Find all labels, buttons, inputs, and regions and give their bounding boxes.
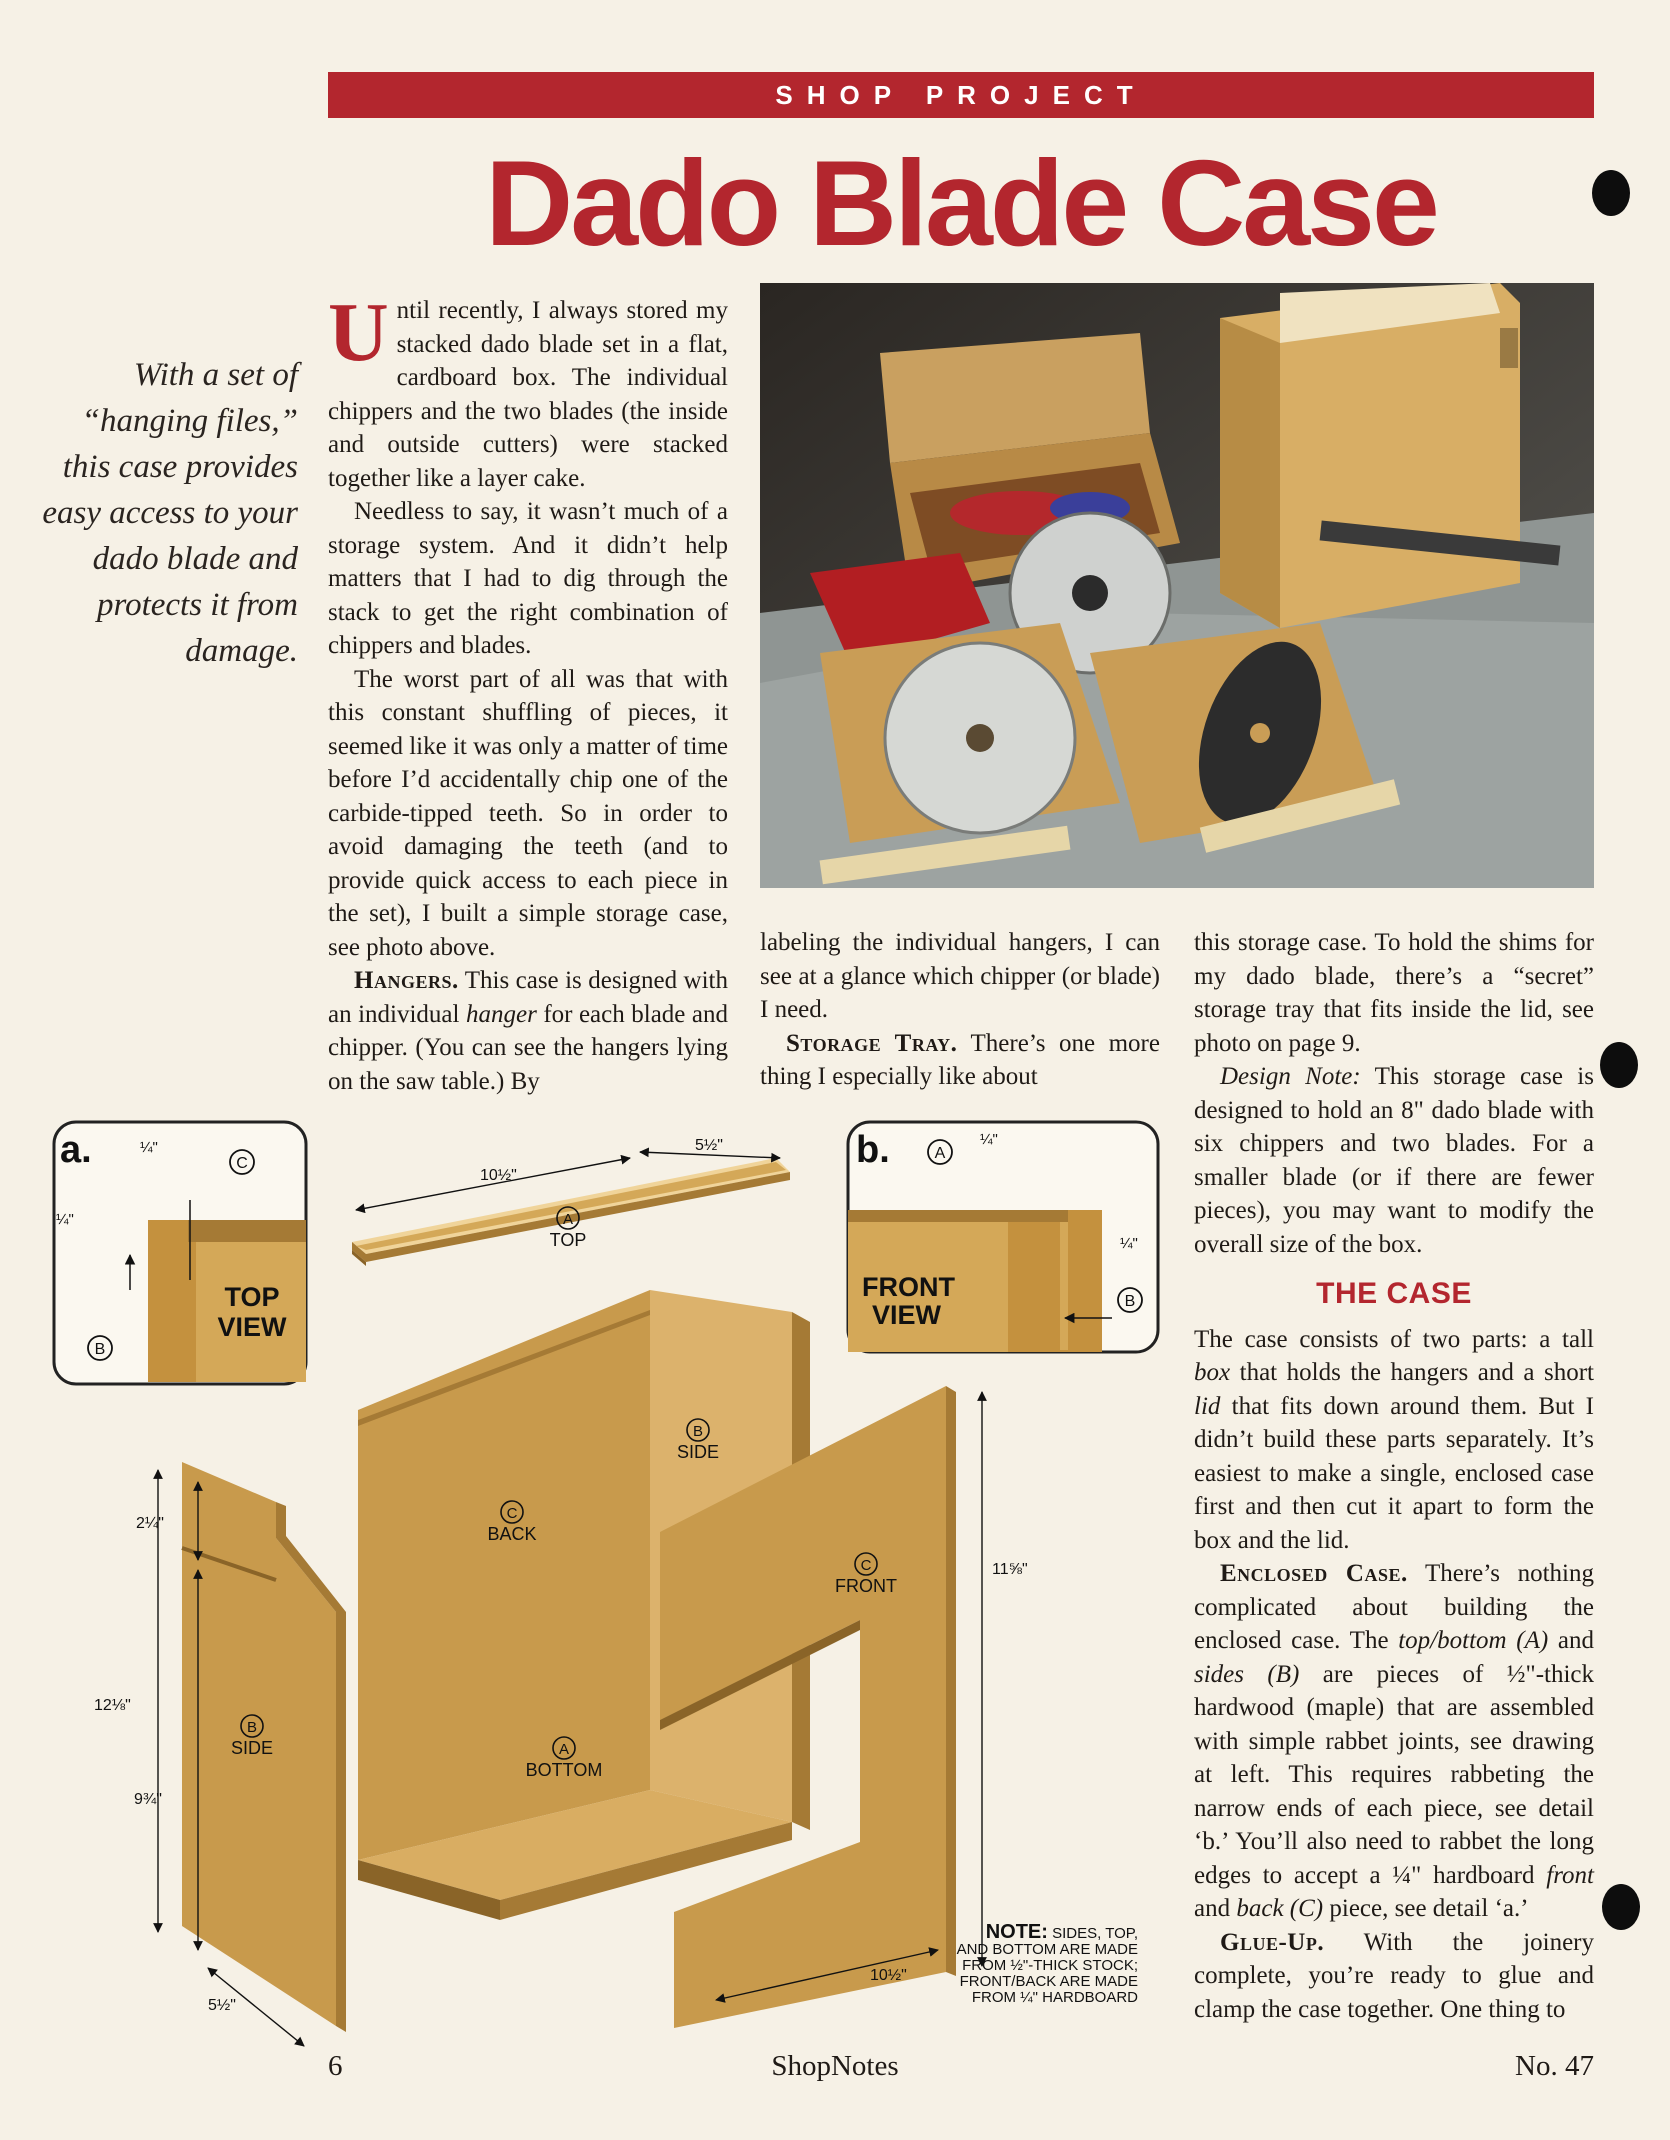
part-callout: B — [692, 1423, 704, 1440]
emphasis: lid — [1194, 1392, 1221, 1420]
paragraph-text: With the joinery complete, you’re ready to glue and clamp the case together. One thing to — [1194, 1928, 1594, 2023]
detail-b — [848, 1122, 1158, 1352]
paragraph — [1194, 1926, 1594, 2027]
issue-number: No. 47 — [1515, 2050, 1594, 2082]
magazine-name: ShopNotes — [771, 2050, 899, 2082]
emphasis: back (C) — [1236, 1895, 1324, 1922]
emphasis: front — [1546, 1861, 1594, 1889]
text-column-3 — [1194, 926, 1594, 2026]
paragraph-text: and — [1194, 1895, 1237, 1922]
article-title: Dado Blade Case — [485, 135, 1437, 271]
binder-hole — [1592, 170, 1630, 216]
emphasis: sides (B) — [1194, 1660, 1300, 1688]
dimension-label: 10½" — [480, 1167, 517, 1184]
note-line: SIDES, TOP, — [1052, 1925, 1138, 1942]
dimension-label: 9¾" — [134, 1791, 162, 1808]
part-callout: C — [506, 1505, 518, 1522]
paragraph-text: This storage case is designed to hold an 8" dado blade with six chippers and two blades. For a smaller blade (or if there are fewer pieces), you may want to modify the overall size of the box. — [1194, 1063, 1594, 1258]
text-column-2 — [760, 926, 1160, 1094]
part-callout: C — [860, 1557, 872, 1574]
paragraph-text: are pieces of ½"-thick hardwood (maple) that are assembled with simple rabbet joints, see drawing at left. This requires rabbeting the narrow ends of each piece, see detail ‘b.’ You’ll also need to rabbet the long edges to accept a ¼" hardboard — [1194, 1660, 1595, 1889]
exploded-diagram — [40, 1100, 1190, 2060]
drop-cap: U — [328, 286, 389, 379]
dimension-label: 5½" — [208, 1997, 236, 2014]
pull-quote: With a set of “hanging files,” this case provides easy access to your dado blade and protects it from damage. — [42, 357, 298, 669]
view-label: TOP — [224, 1282, 280, 1312]
emphasis: box — [1194, 1359, 1231, 1386]
emphasis: top/bottom (A) — [1398, 1627, 1549, 1654]
dimension-label: 2¼" — [136, 1515, 164, 1532]
detail-a — [54, 1122, 306, 1384]
paragraph — [1194, 1060, 1594, 1261]
dimension-label: ¼" — [140, 1139, 158, 1156]
note-heading: NOTE: — [985, 1921, 1048, 1943]
view-label: FRONT — [862, 1272, 955, 1302]
dimension-label: 11⅝" — [992, 1561, 1028, 1578]
part-callout: B — [94, 1341, 106, 1358]
detail-letter: b. — [856, 1129, 890, 1171]
run-in-heading: Glue-Up. — [1220, 1928, 1325, 1956]
paragraph: Needless to say, it wasn’t much of a storage system. And it didn’t help matters that I had to dig through the stack to get the right combination of chippers and blades. — [328, 498, 728, 659]
paragraph-text: There’s one more thing I especially like about — [760, 1029, 1160, 1090]
dimension-label: 12⅛" — [94, 1697, 131, 1714]
dimension-label: ¼" — [1120, 1235, 1138, 1252]
paragraph: labeling the individual hangers, I can see at a glance which chipper (or blade) I need. — [760, 929, 1160, 1023]
paragraph-text: that holds the hangers and a short — [1230, 1359, 1594, 1386]
part-callout: B — [1124, 1293, 1136, 1310]
side-panel — [94, 1462, 346, 2046]
paragraph-text: and — [1548, 1627, 1594, 1654]
part-label: BACK — [487, 1524, 537, 1544]
photo-illustration — [760, 283, 1594, 888]
paragraph: The worst part of all was that with this constant shuffling of pieces, it seemed like it was only a matter of time before I’d accidentally chip one of the carbide-tipped teeth. So in order to avoid damaging the teeth (and to provide quick access to each piece in the set), I built a simple storage case, see photo above. — [328, 665, 728, 961]
note-line: AND BOTTOM ARE MADE — [956, 1941, 1138, 1958]
paragraph — [328, 964, 728, 1098]
detail-letter: a. — [60, 1129, 92, 1171]
emphasis: Design Note: — [1220, 1063, 1361, 1090]
paragraph-text: There’s nothing complicated about building the enclosed case. The — [1194, 1560, 1595, 1654]
run-in-heading: Enclosed Case. — [1220, 1560, 1408, 1587]
run-in-heading: Storage Tray. — [786, 1029, 958, 1057]
note-line: FRONT/BACK ARE MADE — [959, 1973, 1138, 1990]
part-callout: A — [562, 1211, 574, 1228]
section-banner: SHOP PROJECT — [328, 72, 1594, 118]
svg-text:NOTE: SIDES, TOP, — [986, 1921, 1138, 1943]
paragraph-text: ntil recently, I always stored my stacked dado blade set in a flat, cardboard box. The individual chippers and the two blades (the inside and outside cutters) were stacked together like a layer cake. — [328, 297, 728, 492]
diagram-note — [957, 1921, 1139, 2006]
emphasis: hanger — [465, 1000, 537, 1028]
case-photo — [760, 283, 1594, 888]
part-label: SIDE — [676, 1442, 720, 1462]
paragraph-text: The case consists of two parts: a tall — [1194, 1325, 1594, 1353]
part-callout: A — [934, 1145, 946, 1162]
paragraph — [1194, 1557, 1594, 1926]
part-callout: B — [246, 1719, 258, 1736]
dimension-label: 5½" — [695, 1137, 723, 1154]
section-heading: THE CASE — [1316, 1277, 1472, 1310]
text-column-1 — [328, 286, 728, 1098]
paragraph: this storage case. To hold the shims for my dado blade, there’s a “secret” storage tray that fits inside the lid, see photo on page 9. — [1194, 929, 1594, 1057]
page-number: 6 — [328, 2050, 343, 2082]
binder-hole — [1600, 1042, 1638, 1088]
part-callout: C — [236, 1155, 248, 1172]
paragraph — [760, 1027, 1160, 1094]
dimension-label: ¼" — [56, 1211, 74, 1228]
paragraph-text: This case is designed with an individual — [328, 967, 728, 1028]
binder-hole — [1602, 1884, 1640, 1930]
part-callout: A — [558, 1741, 570, 1758]
view-label: VIEW — [217, 1312, 287, 1342]
paragraph-text: for each blade and chipper. (You can see the hangers lying on the saw table.) By — [328, 1000, 728, 1095]
top-panel — [352, 1137, 790, 1266]
part-label: BOTTOM — [525, 1760, 603, 1780]
part-label: SIDE — [230, 1738, 274, 1758]
part-label: FRONT — [835, 1576, 897, 1596]
paragraph-text: that fits down around them. But I didn’t build these parts separately. It’s easiest to make a single, enclosed case first and then cut it apart to form the box and the lid. — [1194, 1392, 1594, 1554]
dimension-label: ¼" — [980, 1131, 998, 1148]
note-line: FROM ½"-THICK STOCK; — [962, 1957, 1138, 1974]
view-label: VIEW — [872, 1300, 942, 1330]
run-in-heading: Hangers. — [354, 967, 459, 994]
paragraph — [328, 286, 728, 495]
paragraph-text: piece, see detail ‘a.’ — [1323, 1895, 1529, 1922]
part-label: TOP — [549, 1230, 587, 1250]
paragraph — [1194, 1323, 1594, 1558]
note-line: FROM ¼" HARDBOARD — [971, 1989, 1138, 2006]
dimension-label: 10½" — [870, 1967, 907, 1984]
